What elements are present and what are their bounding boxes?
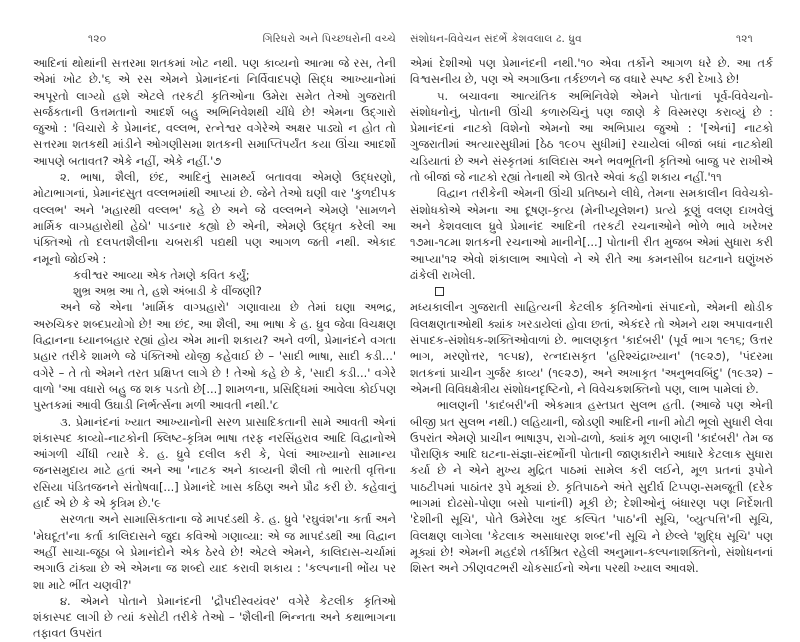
body-paragraph: મધ્યકાલીન ગુજરાતી સાહિત્યની કેટલીક કૃતિઓનાં સંપાદનો, એમની થોડીક વિલક્ષણતાઓથી ક્યાંક ખરડાયેલાં હોવા છતાં, એકંદરે તો એમને યશ અપાવનારી સંપાદક-સંશોધક-શક્તિઓવાળાં છે. ભાલણકૃત 'કાદંબરી' (પૂર્વ ભાગ ૧૯૧૬; ઉત્તર ભાગ, મરણોત્તર, ૧૯૫૪), રત્નદાસકૃત 'હરિશ્ચંદ્રાખ્યાન' (૧૯૨૭), 'પંદરમા શતકનાં પ્રાચીન ગુર્જર કાવ્ય' (૧૯૨૭), અને અખાકૃત 'અનુભવબિંદુ' (૧૯૩૨) – એમની વિવિધક્ષેત્રીય સંશોધનદૃષ્ટિનો, ને વિવેચકશક્તિનો પણ, લાભ પામેલાં છે. bbox=[410, 300, 773, 396]
body-paragraph: ૩. પ્રેમાનંદનાં ખ્યાત આખ્યાનોની સરળ પ્રાસાદિકતાની સામે આવતી એનાં શંકાસ્પદ કાવ્યો-નાટકોની ક્લિષ્ટ-કૃત્રિમ ભાષા તરફ નરસિંહરાવ આદિ વિદ્વાનોએ આંગળી ચીંધી ત્યારે કે. હ. ધ્રુવે દલીલ કરી કે, પેલાં આખ્યાનો સામાન્ય જનસમુદાય માટે હતાં અને આ 'નાટક અને કાવ્યની શૈલી તો ભારતી વૃત્તિના રસિયા પંડિતજનને સંતોષવા[...] પ્રેમાનંદે ખાસ કઠિણ અને પ્રૌઢ કરી છે. કહેવાનું હાર્દ એ છે કે એ કૃત્રિમ છે.'૯ bbox=[33, 414, 396, 511]
left-page-number: ૧૨૦ bbox=[88, 33, 107, 45]
section-break bbox=[410, 283, 773, 299]
left-page-body bbox=[33, 55, 396, 642]
body-paragraph: અને જે એના 'માર્મિક વાગ્પ્રહારો' ગણાવાયા છે તેમાં ઘણા અભદ્ર, અરુચિકર શબ્દપ્રયોગો છે! આ છંદ, આ શૈલી, આ ભાષા કે હ. ધ્રુવ જેવા વિચક્ષણ વિદ્વાનના ધ્યાનબહાર રહ્યાં હોય એમ માની શકાય? અને વળી, પ્રેમાનંદને વગતા પ્રહાર તરીકે શામળે જે પંક્તિઓ યોજી કહેવાઈ છે – 'સાદી ભાષા, સાદી કડી...' વગેરે – તે તો એમને તરત પ્રક્ષિપ્ત લાગે છે ! તેઓ કહે છે કે, 'સાદી કડી...' વગેરે વાળો 'આ વધારો બહુ જ શક પડતો છે[...] શામળના, પ્રસિદ્ધિમાં આવેલા કોઈપણ પુસ્તકમાં આવી ઉઘાડી નિર્ભર્ત્સના મળી આવતી નથી.'૮ bbox=[33, 300, 396, 413]
page-right bbox=[410, 33, 773, 576]
body-paragraph: વિદ્વાન તરીકેની એમની ઊંચી પ્રતિષ્ઠાને લીધે, તેમના સમકાલીન વિવેચકો-સંશોધકોએ એમના આ દૂષણ-કૃત્ય (મેનીપ્યૂલેશન) પ્રત્યે કૂણું વલણ દાખવેલું અને કેશવલાલ ધ્રુવે પ્રેમાનંદ આદિની તરકટી રચનાઓને ભોળે ભાવે ખરેખર ૧૭મા-૧૮મા શતકની રચનાઓ માનીને[...] પોતાની રીત મુજબ એમાં સુધારા કરી આપ્યા'૧૨ એવો શંકાલાભ આપેલો ને એ રીતે આ કમનસીબ ઘટનાને ઘણુંખરું ઢાંકેલી રાખેલી. bbox=[410, 186, 773, 282]
right-running-title: સંશોધન-વિવેચન સંદર્ભે કેશવલાલ ઢ. ધ્રુવ bbox=[410, 33, 582, 45]
right-page-number: ૧૨૧ bbox=[735, 33, 753, 45]
section-divider-square-icon bbox=[435, 287, 444, 296]
page-left bbox=[33, 33, 396, 641]
verse-line: કવીશ્વર આવ્યા એક તેમણે કવિત કર્યું; bbox=[73, 267, 250, 282]
left-page-header bbox=[33, 33, 396, 46]
body-paragraph: સરળતા અને સામાસિકતાના જે માપદંડથી કે. હ. ધ્રુવે 'રઘુવંશ'ના કર્તા અને 'મેઘદૂત'ના કર્તા કાલિદાસને જુદા કવિઓ ગણાવ્યા: એ જ માપદંડથી આ વિદ્વાન અહીં સાચા-જૂઠા બે પ્રેમાનંદોને એક ઠેરવે છે! એટલે એમને, કાલિદાસ-ચર્ચામાં અગાઉ ટાંક્યા છે એ એમના જ શબ્દો યાદ કરાવી શકાય : 'કલ્પનાની ભોંય પર શા માટે ભીંત ચણવી?' bbox=[33, 512, 396, 592]
body-paragraph: ૨. ભાષા, શૈલી, છંદ, આદિનું સામર્થ્ય બતાવવા એમણે ઉદ્ધરણો, મોટાભાગનાં, પ્રેમાનંદસુત વલ્લભમાંથી આપ્યાં છે. જેને તેઓ ઘણી વાર 'કુળદીપક વલ્લભ' અને 'મહારથી વલ્લભ' કહે છે અને જે વલ્લભને એમણે 'સામળને માર્મિક વાગ્પ્રહારોથી હેઠો' પાડનાર કહ્યો છે એની, એમણે ઉદ્ધૃત કરેલી આ પંક્તિઓ તો દલપતશૈલીના ચબરાકી પદ્યથી પણ આગળ જતી નથી. એકાદ નમૂનો જોઈએ : bbox=[33, 170, 396, 266]
right-page-body bbox=[410, 55, 773, 577]
body-paragraph: ૪. એમને પોતાને પ્રેમાનંદની 'દ્રૌપદીસ્વયંવર' વગેરે કેટલીક કૃતિઓ શંકાસ્પદ લાગી છે ત્યાં કસોટી તરીકે તેઓ – 'શૈલીની ભિન્નતા અને કથાભાગના તફાવત ઉપરાંત bbox=[33, 593, 396, 641]
body-paragraph: આદિનાં થોથાંની સત્તરમા શતકમાં ખોટ નથી. પણ કાવ્યનો આત્મા જે રસ, તેની એમાં ખોટ છે.'૬ એ રસ એમને પ્રેમાનંદનાં નિર્વિવાદપણે સિદ્ધ આખ્યાનોમાં અપૂરતો લાગ્યો હશે એટલે તરકટી કૃતિઓના ઉમેરા સમેત તેઓ ગુજરાતી સર્જકતાની ઉત્તમતાનો આદર્શ બહુ અભિનિવેશથી ચીંધે છે! એમના ઉદ્ગારો જુઓ : 'વિચારો કે પ્રેમાનંદ, વલ્લભ, રત્નેશ્વર વગેરેએ અક્ષર પાડ્યો ન હોત તો સત્તરમા શતકથી માંડીને ઓગણીસમા શતકની સમાપ્તિપર્યંત કયા ઊંચા આદર્શો આપણે બતાવત? એકે નહીં, એકે નહીં.'૭ bbox=[33, 56, 396, 168]
body-paragraph: ભાલણની 'કાદંબરી'ની એકમાત્ર હસ્તપ્રત સુલભ હતી. (આજે પણ એની બીજી પ્રત સુલભ નથી.) લહિયાની, જોડણી આદિની નાની મોટી ભૂલો સુધારી લેવા ઉપરાંત એમણે પ્રાચીન ભાષારૂપ, રાગો-ઢાળો, ક્યાંક મૂળ બાણની 'કાદંબરી' તેમ જ પૌરાણિક આદિ ઘટના-સંજ્ઞા-સંદર્ભોની પોતાની જાણકારીને આધારે કેટલાક સુધારા કર્યા છે ને એને મુખ્ય મુદ્રિત પાઠમાં સામેલ કરી લઈને, મૂળ પ્રતનાં રૂપોને પાઠટીપમાં પાઠાંતર રૂપે મૂક્યાં છે. કૃતિપાઠને અંતે સુદીર્ઘ ટિપ્પણ-સમજૂતી (દરેક ભાગમાં દોઢસો-પોણા બસો પાનાંની) મૂકી છે; દેશીઓનું બંધારણ પણ નિર્દેશતી 'દેશીની સૂચિ', પોતે ઉમેરેલા ખુદ કલ્પિત 'પાઠ'ની સૂચિ, 'વ્યુત્પત્તિ'ની સૂચિ, વિલક્ષણ લાગેલા 'કેટલાક અસાધારણ શબ્દ'ની સૂચિ ને છેલ્લે 'શુદ્ધિ સૂચિ' પણ મૂક્યાં છે! એમની મહદંશે તર્કાશ્રિત રહેલી અનુમાન-કલ્પનાશક્તિનો, સંશોધનનાં શિસ્ત અને ઝીણવટભરી ચોકસાઈનો એના પરથી ખ્યાલ આવશે. bbox=[410, 398, 773, 576]
body-paragraph: એમાં દેશીઓ પણ પ્રેમાનંદની નથી.'૧૦ એવા તર્કોને આગળ ધરે છે. આ તર્ક વિશ્વસનીય છે, પણ એ અગાઉના તર્કછળને જ વધારે સ્પષ્ટ કરી દેખાડે છે! bbox=[410, 56, 773, 87]
left-running-title: ગિરિધરો અને પિચ્છધરોની વચ્ચે bbox=[262, 33, 396, 45]
right-page-header bbox=[410, 33, 773, 46]
body-paragraph: ૫. બચાવના આત્યંતિક અભિનિવેશે એમને પોતાનાં પૂર્વ-વિવેચનો-સંશોધનોનું, પોતાની ઊંચી કળારુચિનું પણ જાણે કે વિસ્મરણ કરાવ્યું છે : પ્રેમાનંદનાં નાટકો વિશેનો એમનો આ અભિપ્રાય જુઓ : '[એનાં] નાટકો ગુજરાતીમાં અત્યારસુધીમાં [ઠેઠ ૧૯૦૫ સુધીમાં] રચાયેલાં બીજાં બધાં નાટકોથી ચડિયાતાં છે અને સંસ્કૃતમાં કાલિદાસ અને ભવભૂતિની કૃતિઓ બાજુ પર રાખીએ તો બીજાં જે નાટકો રહ્યાં તેનાથી એ ઊતરે એવાં કહી શકાય નહીં.'૧૧ bbox=[410, 88, 773, 185]
verse-line: શુભ્ર અભ્ર આ તે, હશે અંબાડી કે વીંજણી? bbox=[73, 284, 262, 299]
